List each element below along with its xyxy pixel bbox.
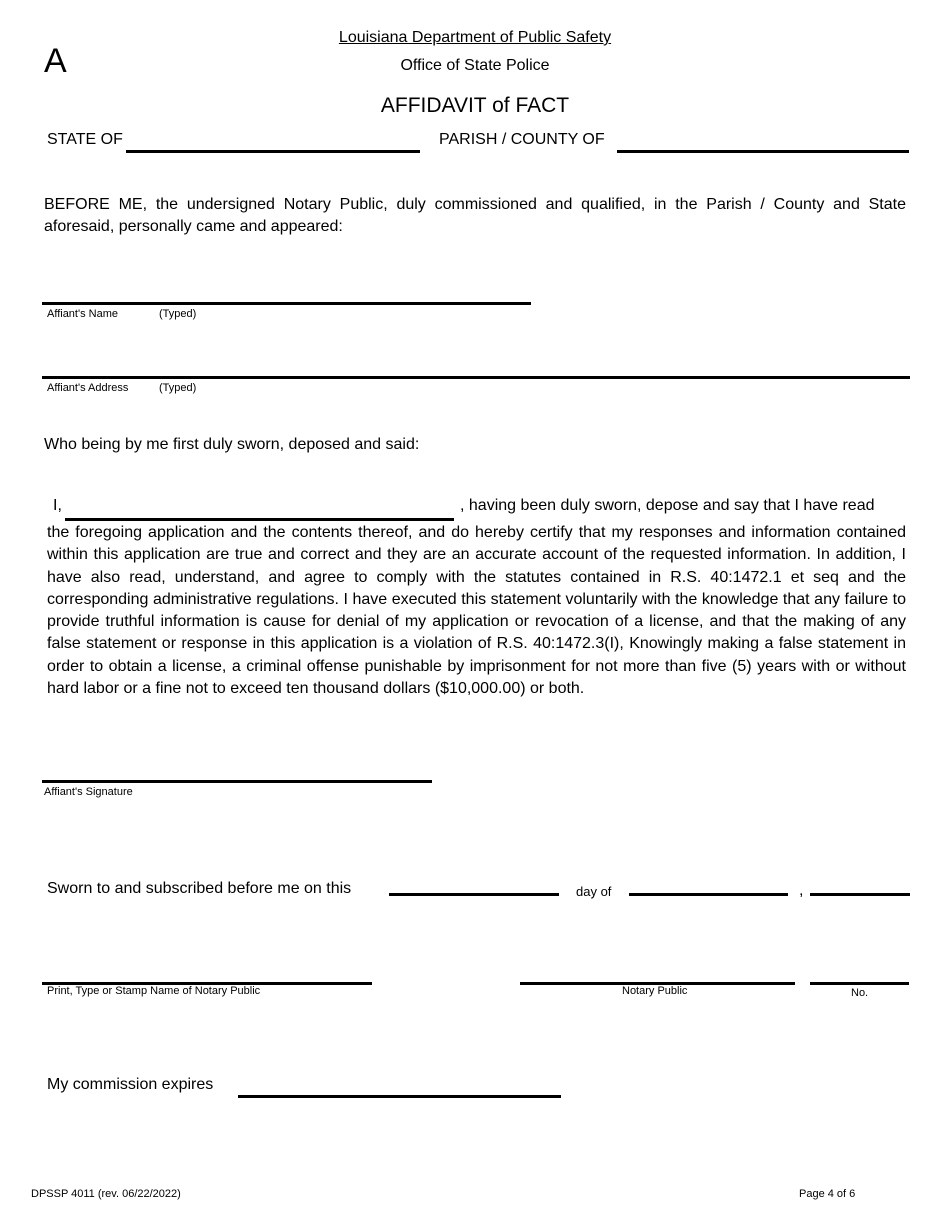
sworn-intro: Who being by me first duly sworn, deposed and said:: [44, 436, 420, 453]
department-name: Louisiana Department of Public Safety: [338, 29, 612, 46]
parish-label: PARISH / COUNTY OF: [439, 131, 605, 148]
notary-number-label: No.: [851, 987, 869, 999]
affiant-address-label: Affiant's Address: [47, 382, 129, 394]
affiant-address-field[interactable]: [42, 376, 910, 379]
intro-paragraph: BEFORE ME, the undersigned Notary Public, duly commissioned and qualified, in the Parish / County and State aforesaid, personally came and appeared:: [44, 196, 906, 236]
notary-number-field[interactable]: [810, 982, 909, 985]
page-number: Page 4 of 6: [799, 1188, 856, 1200]
sworn-subscribed-label: Sworn to and subscribed before me on this: [47, 880, 352, 897]
affiant-address-typed-label: (Typed): [159, 382, 197, 394]
affiant-name-label: Affiant's Name: [47, 308, 118, 320]
affiant-signature-label: Affiant's Signature: [44, 786, 133, 798]
statement-body: the foregoing application and the contents thereof, and do hereby certify that my responses and information contained within this application are true and correct and they are an accurate account of the requested information. In addition, I have also read, understand, and agree to comply with the statutes contained in R.S. 40:1472.1 et seq and the corresponding administrative regulations. I have executed this statement voluntarily with the knowledge that any failure to provide truthful information is cause for denial of my application or revocation of a license, and that the making of any false statement or response in this application is a violation of R.S. 40:1472.3(I), Knowingly making a false statement in order to obtain a license, a criminal offense punishable by imprisonment for not more than five (5) years with or without hard labor or a fine not to exceed ten thousand dollars ($10,000.00) or both.: [47, 524, 906, 698]
sworn-day-field[interactable]: [389, 893, 559, 896]
office-name: Office of State Police: [400, 57, 550, 74]
notary-print-name-label: Print, Type or Stamp Name of Notary Public: [47, 985, 261, 997]
page-title: AFFIDAVIT of FACT: [380, 94, 570, 117]
form-letter: A: [44, 42, 67, 80]
affiant-name-field[interactable]: [42, 302, 531, 305]
commission-expires-label: My commission expires: [47, 1076, 214, 1093]
parish-field[interactable]: [617, 150, 909, 153]
sworn-year-field[interactable]: [810, 893, 910, 896]
state-label: STATE OF: [47, 131, 123, 148]
form-id: DPSSP 4011 (rev. 06/22/2022): [31, 1188, 181, 1200]
date-comma: ,: [799, 882, 804, 899]
statement-after-name: , having been duly sworn, depose and say that I have read: [460, 497, 875, 514]
statement-name-field[interactable]: [65, 518, 454, 521]
day-of-label: day of: [576, 884, 612, 899]
affiant-signature-field[interactable]: [42, 780, 432, 783]
affiant-name-typed-label: (Typed): [159, 308, 197, 320]
statement-prefix: I,: [53, 497, 62, 514]
notary-public-label: Notary Public: [622, 985, 688, 997]
commission-expires-field[interactable]: [238, 1095, 561, 1098]
state-field[interactable]: [126, 150, 420, 153]
sworn-month-field[interactable]: [629, 893, 788, 896]
